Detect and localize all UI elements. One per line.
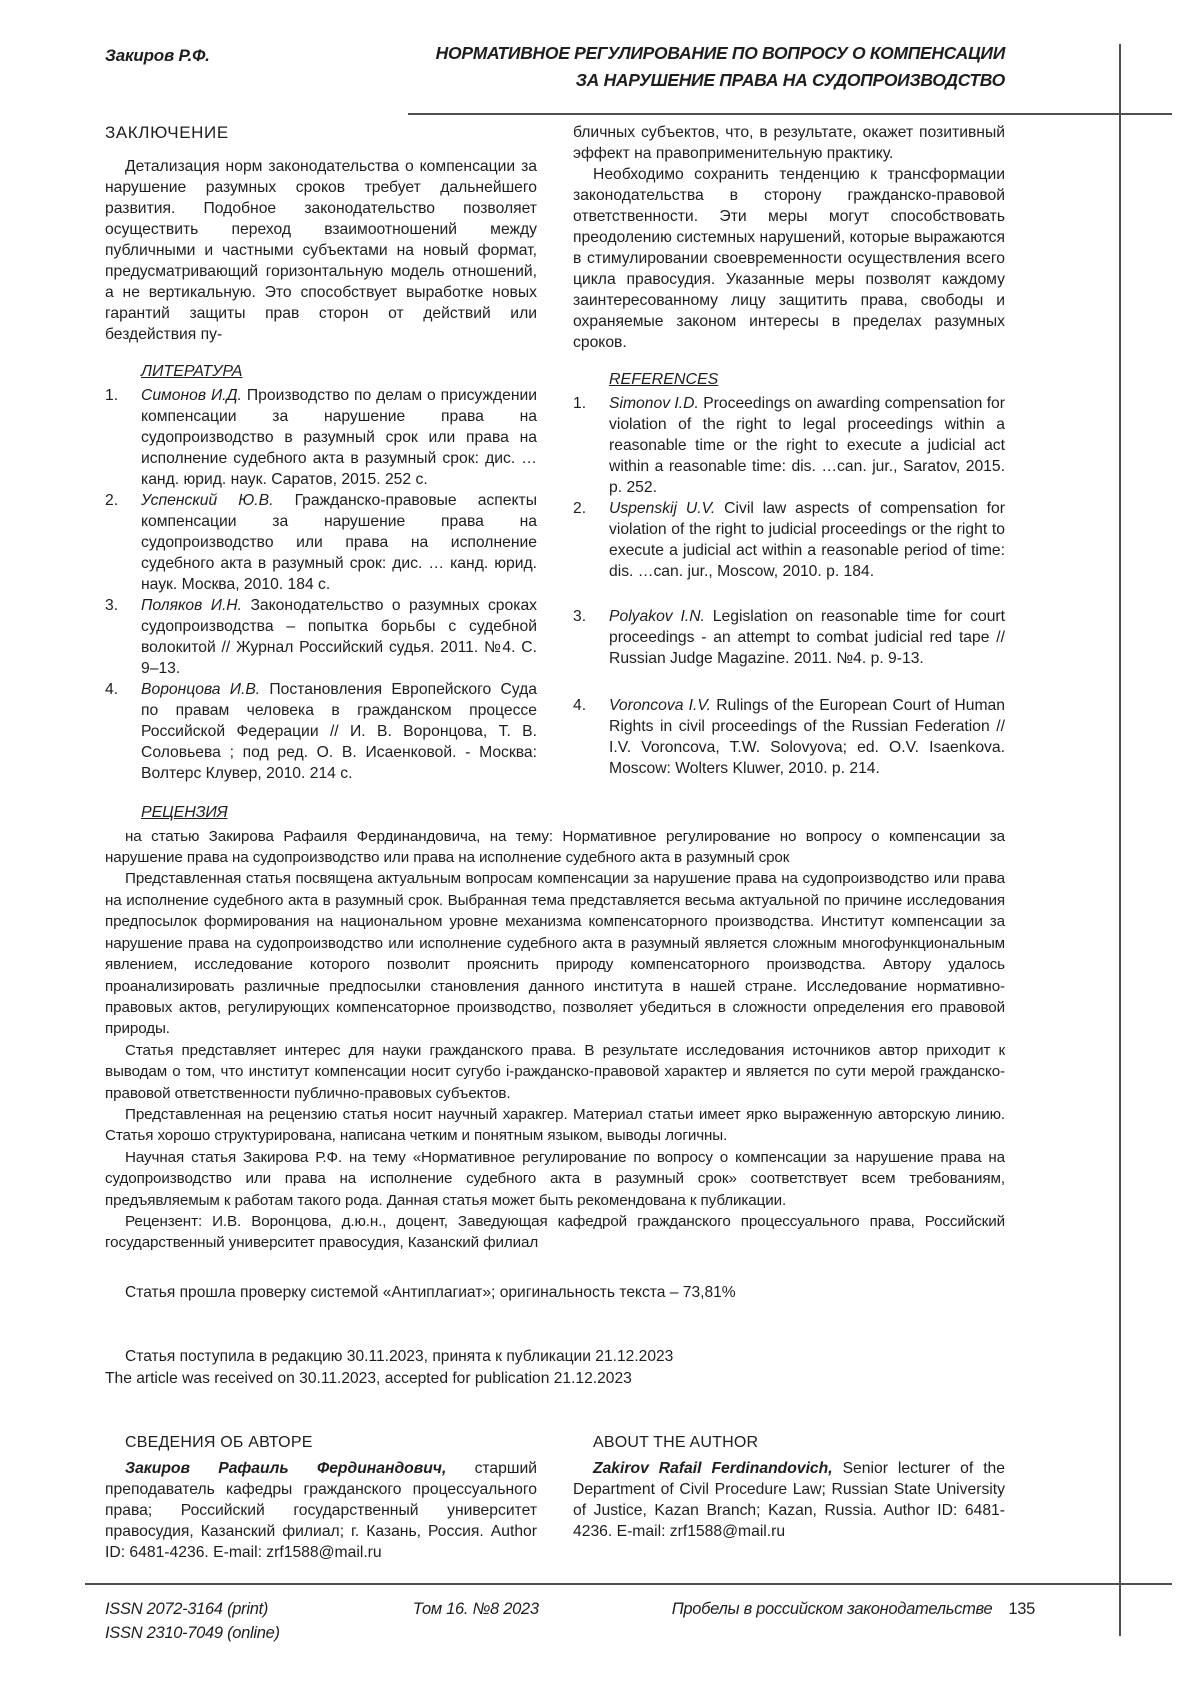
page-number: 135 — [1008, 1600, 1035, 1618]
issn-online: ISSN 2310-7049 (online) — [105, 1624, 280, 1642]
submission-dates — [105, 1346, 1005, 1390]
item-body: Rulings of the European Court of Human Rights in civil proceedings of the Russian Federation // I.V. Voroncova, T.W. Solovyova; ed. O.V. Isaenkova. Moscow: Wolters Kluwer, 2010. p. 214. — [609, 697, 1005, 778]
author-bio-ru: старший преподаватель кафедры гражданского процессуального права; Российский государственный университет правосудия, Казанский филиал; г. Казань, Россия. Author ID: 6481-4236. E-mail: zrf1588@mail.ru — [105, 1459, 537, 1561]
two-column-body — [105, 122, 1005, 784]
conclusion-heading: ЗАКЛЮЧЕНИЕ — [105, 123, 229, 143]
journal-and-page — [672, 1597, 1035, 1621]
running-header — [105, 40, 1005, 94]
author-info-en — [573, 1432, 1005, 1563]
literature-item — [105, 490, 537, 595]
item-body: Постановления Европейского Суда по правам человека в гражданском процессе Российской Федерации // И. В. Воронцова, Т. В. Соловьева ; под ред. О. В. Исаенковой. - Москва: Волтерс Клувер, 2010. 214 с. — [141, 681, 538, 783]
item-number: 1. — [105, 387, 119, 405]
antiplagiat-note: Статья прошла проверку системой «Антиплагиат»; оригинальность текста – 73,81% — [125, 1283, 736, 1301]
item-author: Воронцова И.В. — [141, 681, 261, 699]
right-margin-rule — [1119, 44, 1121, 1636]
running-title-line2: ЗА НАРУШЕНИЕ ПРАВА НА СУДОПРОИЗВОДСТВО — [575, 70, 1005, 91]
left-column — [105, 122, 537, 784]
review-heading: РЕЦЕНЗИЯ — [141, 804, 228, 822]
item-author: Поляков И.Н. — [141, 597, 242, 615]
reference-item — [573, 498, 1005, 582]
issn-block — [105, 1597, 280, 1645]
item-text — [141, 385, 537, 490]
item-body: Законодательство о разумных сроках судопроизводства – попытка борьбы с судебной волокитой // Журнал Российский судья. 2011. №4. С. 9–13. — [141, 597, 538, 678]
item-text — [609, 498, 1005, 582]
page-content — [105, 40, 1005, 1563]
item-text — [609, 393, 1005, 498]
page-footer — [105, 1597, 1035, 1645]
review-paragraph: Научная статья Закирова Р.Ф. на тему «Нормативное регулирование по вопросу о компенсации за нарушение права на судопроизводство или права на исполнение судебного акта в разумный срок» соответствует всем требованиям, предъявляемым к работам такого рода. Данная статья может быть рекомендована к публикации. — [105, 1148, 1005, 1209]
conclusion-paragraph-right-1: бличных субъектов, что, в результате, окажет позитивный эффект на правоприменительную практику. — [573, 124, 1005, 163]
review-paragraph: Представленная на рецензию статья носит научный харакгер. Материал статьи имеет ярко выраженную авторскую линию. Статья хорошо структурирована, написана четким и понятным языком, выводы логичны. — [105, 1105, 1005, 1145]
references-heading: REFERENCES — [609, 371, 719, 389]
reference-item — [573, 393, 1005, 498]
author-info-en-text — [573, 1458, 1005, 1542]
author-info-ru — [105, 1432, 537, 1563]
item-text — [609, 606, 1005, 669]
review-paragraph: Статья представляет интерес для науки гражданского права. В результате исследования источников автор приходит к выводам о том, что институт компенсации носит сугубо i-ражданско-правовой характер и является по сути мерой гражданско-правовой ответственности публично-правовых субъектов. — [105, 1041, 1005, 1102]
item-number: 2. — [105, 492, 119, 510]
review-paragraph: Представленная статья посвящена актуальным вопросам компенсации за нарушение права на судопроизводство или права на исполнение судебного акта в разумный срок. Выбранная тема представляется весьма актуальной по причине исследования предпосылок формирования на национальном уровне механизма компенсаторного производства. Институт компенсации за нарушение права на судопроизводство или исполнение судебного акта в разумный является сложным многофункциональным явлением, исследование которого позволит прояснить природу компенсаторного производства. Автору удалось проанализировать различные предпосылки становления данного института в нашей стране. Исследование нормативно-правовых актов, регулирующих компенсаторное производство, позволяет убедиться в сложности определения его правовой природы. — [105, 870, 1005, 1038]
conclusion-paragraph-right-2: Необходимо сохранить тенденцию к трансформации законодательства в сторону гражданско-правовой ответственности. Эти меры могут способствовать преодолению системных нарушений, которые выражаются в стимулировании своевременности осуществления всего цикла правосудия. Указанные меры позволят каждому заинтересованному лицу защитить права, свободы и охраняемые законом интересы в пределах разумных сроков. — [573, 166, 1005, 352]
running-author: Закиров Р.Ф. — [105, 46, 210, 65]
literature-item — [105, 595, 537, 679]
issn-print: ISSN 2072-3164 (print) — [105, 1600, 269, 1618]
author-name-ru: Закиров Рафаиль Фердинандович, — [125, 1459, 447, 1477]
volume-issue: Том 16. №8 2023 — [412, 1600, 539, 1618]
literature-item — [105, 679, 537, 784]
item-text — [141, 595, 537, 679]
journal-title: Пробелы в российском законодательстве — [671, 1600, 993, 1618]
review-section — [105, 802, 1005, 1254]
running-title-line1: НОРМАТИВНОЕ РЕГУЛИРОВАНИЕ ПО ВОПРОСУ О КОМПЕНСАЦИИ — [435, 43, 1005, 63]
reference-item — [573, 695, 1005, 779]
item-body: Proceedings on awarding compensation for violation of the right to legal proceedings within a reasonable time or the right to execute a judicial act within a reasonable time: dis. …can. jur., Saratov, 2015. p. 252. — [609, 395, 1005, 497]
literature-list — [105, 385, 537, 784]
item-number: 4. — [105, 681, 119, 699]
item-author: Uspenskij U.V. — [609, 500, 716, 518]
literature-item — [105, 385, 537, 490]
item-body: Производство по делам о присуждении компенсации за нарушение права на судопроизводство в разумный срок или права на исполнение судебного акта в разумный срок: дис. … канд. юрид. наук. Саратов, 2015. 252 с. — [141, 387, 538, 489]
received-date-ru: Статья поступила в редакцию 30.11.2023, принята к публикации 21.12.2023 — [125, 1347, 674, 1365]
item-text — [609, 695, 1005, 779]
footer-divider-rule — [85, 1583, 1172, 1585]
item-author: Voroncova I.V. — [609, 697, 712, 715]
item-number: 3. — [105, 597, 119, 615]
right-column — [573, 122, 1005, 784]
item-number: 3. — [573, 608, 587, 626]
item-author: Simonov I.D. — [609, 395, 699, 413]
review-paragraph: на статью Закирова Рафаиля Фердинандовича, на тему: Нормативное регулирование но вопросу о компенсации за нарушение права на судопроизводство или права на исполнение судебного акта в разумный срок — [105, 827, 1005, 867]
item-text — [141, 679, 537, 784]
literature-heading: ЛИТЕРАТУРА — [141, 363, 243, 381]
conclusion-paragraph-left: Детализация норм законодательства о компенсации за нарушение разумных сроков требует дальнейшего развития. Подобное законодательство позволяет осуществить переход взаимоотношений между публичными и частными субъектами на новый формат, предусматривающий горизонтальную модель отношений, а не вертикальную. Это способствует выработке новых гарантий защиты прав сторон от действий или бездействия пу- — [105, 158, 537, 344]
item-number: 2. — [573, 500, 587, 518]
author-info-en-heading: ABOUT THE AUTHOR — [593, 1433, 759, 1451]
item-number: 4. — [573, 697, 587, 715]
item-number: 1. — [573, 395, 587, 413]
running-title — [436, 40, 1005, 94]
author-info-ru-text — [105, 1458, 537, 1563]
item-body: Civil law aspects of compensation for violation of the right to judicial proceedings or the right to execute a judicial act within a reasonable period of time: dis. …can. jur., Moscow, 2010. p. 184. — [609, 500, 1005, 581]
item-author: Успенский Ю.В. — [141, 492, 274, 510]
reference-item — [573, 606, 1005, 669]
review-paragraph: Рецензент: И.В. Воронцова, д.ю.н., доцент, Заведующая кафедрой гражданского процессуального права, Российский государственный университет правосудия, Казанский филиал — [105, 1212, 1005, 1252]
item-body: Legislation on reasonable time for court proceedings - an attempt to combat judicial red tape // Russian Judge Magazine. 2011. №4. p. 9-13. — [609, 608, 1006, 668]
received-date-en: The article was received on 30.11.2023, accepted for publication 21.12.2023 — [105, 1369, 632, 1387]
item-body: Гражданско-правовые аспекты компенсации за нарушение права на судопроизводство или права на исполнение судебного акта в разумный срок: дис. … канд. юрид. наук. Москва, 2010. 184 с. — [141, 492, 537, 594]
references-list — [573, 393, 1005, 779]
author-info-ru-heading: СВЕДЕНИЯ ОБ АВТОРЕ — [125, 1433, 313, 1451]
item-text — [141, 490, 537, 595]
author-name-en: Zakirov Rafail Ferdinandovich, — [593, 1459, 833, 1477]
item-author: Симонов И.Д. — [141, 387, 242, 405]
author-info-section — [105, 1432, 1005, 1563]
item-author: Polyakov I.N. — [609, 608, 705, 626]
author-bio-en: Senior lecturer of the Department of Civil Procedure Law; Russian State University of Justice, Kazan Branch; Kazan, Russia. Author ID: 6481-4236. E-mail: zrf1588@mail.ru — [573, 1459, 1006, 1540]
